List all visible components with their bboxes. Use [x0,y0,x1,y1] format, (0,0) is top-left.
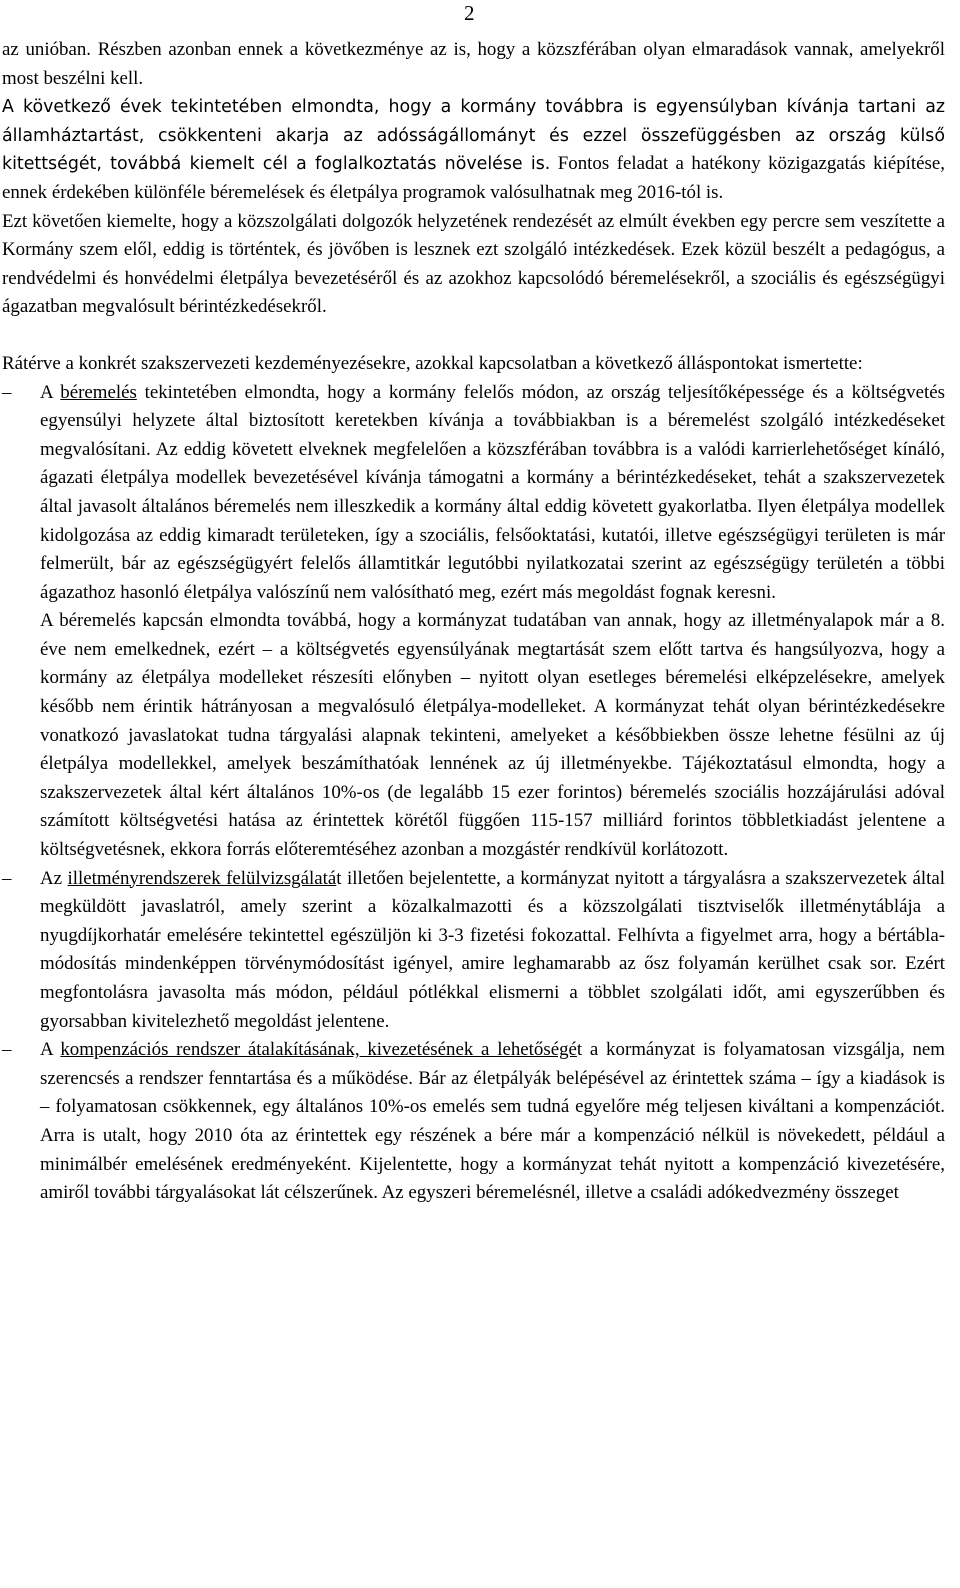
list-item-pre: A [40,381,61,403]
underlined-topic: béremelés [60,381,137,403]
page-number: 2 [464,1,475,25]
paragraph-intro: az unióban. Részben azonban ennek a következménye az is, hogy a közszférában olyan elmaradások vannak, amelyekről most beszélni kell. [2,39,945,89]
list-item-pre: A [40,1039,61,1061]
dash-marker: – [2,867,12,889]
paragraph-union-initiatives: Rátérve a konkrét szakszervezeti kezdeményezésekre, azokkal kapcsolatban a következő álláspontokat ismertette: [2,352,863,374]
list-item-post: t a kormányzat is folyamatosan vizsgálja, nem szerencsés a rendszer fenntartása és a működése. Bár az életpályák belépésével az érintettek száma – így a kiadások is – folyamatosan csökkennek, egy általános 10%-os emelés sem tudná egyelőre még teljesen kiváltani a kompenzációt. Arra is utalt, hogy 2010 óta az érintettek egy részének a bére már a kompenzáció nélkül is növekedett, például a minimálbér emelésének eredményeként. Kijelentette, hogy a kormányzat tehát nyitott a kompenzáció kivezetésére, amiről további tárgyalásokat lát célszerűnek. Az egyszeri béremelésnél, illetve a családi adókedvezmény összeget [40,1039,945,1204]
paragraph-outlook [2,93,945,207]
list-item-pre: Az [40,867,68,889]
underlined-topic: kompenzációs rendszer átalakításának, kivezetésének a lehetőségé [60,1039,577,1061]
list-item-continuation: A béremelés kapcsán elmondta továbbá, hogy a kormányzat tudatában van annak, hogy az illetményalapok már a 8. éve nem emelkednek, ezért – a költségvetés egyensúlyának megtartását szem előtt tartva és hangsúlyozva, hogy a kormány az életpálya modelleket részesíti előnyben – nyitott olyan esetleges béremelési elképzelésekre, amelyek később nem érintik hátrányosan a megvalósuló életpálya-modelleket. A kormányzat tehát olyan bérintézkedésekre vonatkozó javaslatokat tudna tárgyalási alapnak tekinteni, amelyeket a későbbiekben össze lehetne fésülni az új életpálya modellekkel, amelyek beszámíthatóak lennének az új illetményekbe. Tájékoztatásul elmondta, hogy a szakszervezetek által kért általános 10%-os (de legalább 15 ezer forintos) béremelés szociális hozzájárulási adóval számított költségvetési hatása az érintettek körétől függően 115-157 milliárd forintos többletkiadást jelentene a költségvetésnek, ekkora forrás előteremtéséhez azonban a mozgástér rendkívül korlátozott. [40,610,945,861]
paragraph-outlook-sans-part: A következő évek tekintetében elmondta, hogy a kormány továbbra is egyensúlyban kívánja tartani az államháztartást, csökkenteni akarja az adósságállományt és ezzel összefüggésben az ország külső kitettségét, továbbá kiemelt cél a foglalkoztatás növelése is. [2,97,945,175]
paragraph-outlook-rest: Fontos feladat a hatékony közigazgatás kiépítése, ennek érdekében különféle béremelések és életpálya programok valósulhatnak meg 2016-tól is. [2,153,945,203]
underlined-topic: illetményrendszerek felülvizsgálatá [67,867,337,889]
list-item-post: t illetően bejelentette, a kormányzat nyitott a tárgyalásra a szakszervezetek által megküldött javaslatról, amely szerint a közalkalmazotti és a közszolgálati tisztviselők illetménytáblája a nyugdíjkorhatár emelésére tekintettel egészüljön ki 3-3 fizetési fokozattal. Felhívta a figyelmet arra, hogy a bértábla-módosítás mindenképpen törvénymódosítást igényel, amire leghamarabb az ősz folyamán kerülhet csak sor. Ezért megfontolásra javasolta más módon, például pótlékkal elismerni a többlet szolgálati időt, ami egyszerűbben és gyorsabban kivitelezhető megoldást jelentene. [40,867,945,1032]
paragraph-public-service: Ezt követően kiemelte, hogy a közszolgálati dolgozók helyzetének rendezését az elmúlt években egy percre sem veszítette a Kormány szem elől, eddig is történtek, és jövőben is lesznek ezt szolgáló intézkedések. Ezek közül beszélt a pedagógus, a rendvédelmi és honvédelmi életpálya bevezetéséről és az azokhoz kapcsolódó béremelésekről, a szociális és egészségügyi ágazatban megvalósult bérintézkedésekről. [2,210,945,318]
list-item-wage-increase [2,379,945,865]
list-item-compensation [2,1036,945,1208]
list-item-post: tekintetében elmondta, hogy a kormány felelős módon, az ország teljesítőképessége és a költségvetés egyensúlyi helyzete által biztosított keretekben kívánja a továbbiakban is a béremelést szolgáló intézkedéseket megvalósítani. Az eddig követett elveknek megfelelően a közszférában továbbra is a valódi karrierlehetőséget kínáló, ágazati életpálya modellek bevezetésével kívánja támogatni a kormány a bérintézkedéseket, tehát a szakszervezetek által javasolt általános béremelés nem illeszkedik a kormány által eddig követett gyakorlatba. Ilyen életpálya modellek kidolgozása az eddig kimaradt területeken, így a szociális, felsőoktatási, kutatói, illetve egészségügyi területen is már felmerült, bár az egészségügyért felelős államtitkár legutóbbi nyilatkozatai szerint az egészségügy területén a többi ágazathoz hasonló életpálya valószínű nem valósítható meg, ezért más megoldást fognak keresni. [40,381,945,603]
list-item-salary-systems [2,865,945,1037]
list-item-text [40,1036,945,1208]
list-item-text [40,379,945,608]
list-item-text [40,865,945,1037]
dash-marker: – [2,381,12,403]
document-body [2,36,945,1208]
dash-marker: – [2,1039,12,1061]
